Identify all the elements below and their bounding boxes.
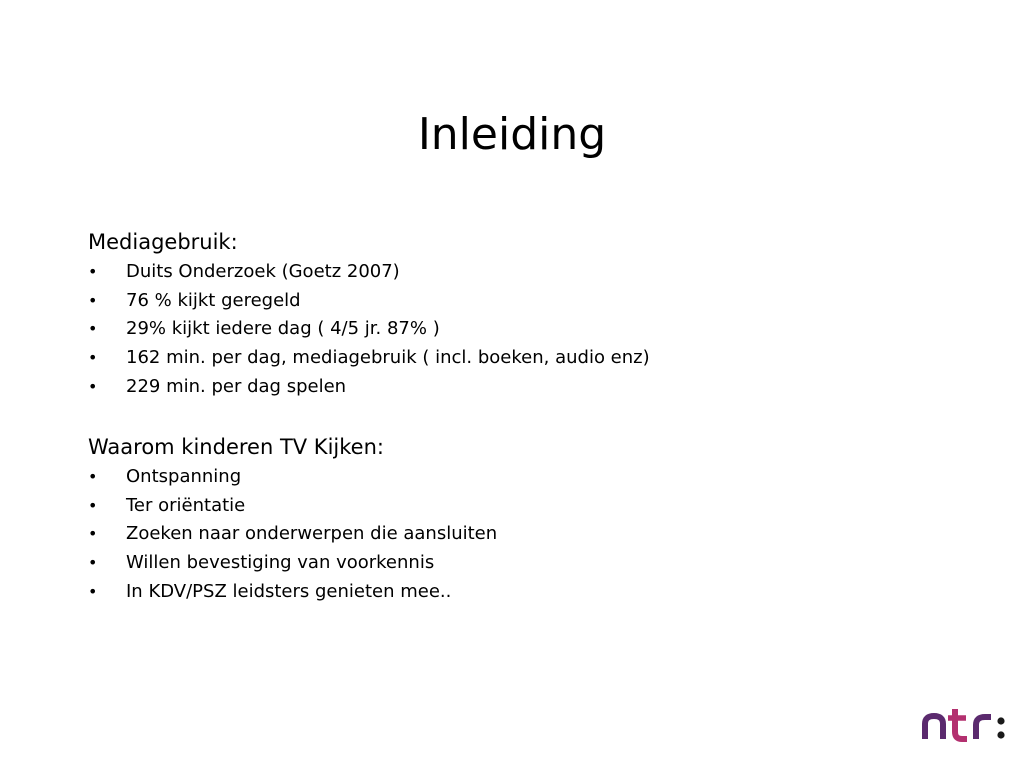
bullet-list: [88, 258, 948, 402]
list-item-text: Willen bevestiging van voorkennis: [126, 552, 435, 574]
list-item: [88, 492, 948, 521]
bullet-icon: •: [88, 467, 98, 486]
list-item: [88, 258, 948, 287]
bullet-icon: •: [88, 262, 98, 281]
ntr-logo: [920, 702, 1010, 748]
bullet-list: [88, 463, 948, 607]
list-item-text: Ontspanning: [126, 466, 242, 487]
list-item-text: In KDV/PSZ leidsters genieten mee..: [126, 580, 452, 602]
list-item: [88, 287, 948, 316]
bullet-icon: •: [88, 290, 98, 310]
list-item-text: Ter oriëntatie: [126, 494, 246, 516]
list-item-text: 76 % kijkt geregeld: [126, 289, 301, 311]
list-item: [88, 463, 948, 492]
section-waarom-tv-kijken: [88, 433, 948, 607]
list-item-text: 162 min. per dag, mediagebruik ( incl. boeken, audio enz): [126, 347, 650, 369]
list-item-text: 29% kijkt iedere dag ( 4/5 jr. 87% ): [126, 318, 440, 340]
bullet-icon: •: [88, 376, 98, 396]
list-item: [88, 578, 948, 607]
logo-colon-top: [997, 717, 1004, 724]
list-item: [88, 520, 948, 549]
bullet-icon: •: [88, 348, 98, 368]
logo-letter-n: [925, 716, 943, 739]
list-item: [88, 315, 948, 344]
list-item: [88, 373, 948, 402]
list-item: [88, 344, 948, 373]
logo-colon-bottom: [997, 731, 1004, 738]
list-item-text: 229 min. per dag spelen: [126, 375, 347, 397]
section-heading: Mediagebruik:: [88, 230, 238, 254]
list-item-text: Zoeken naar onderwerpen die aansluiten: [126, 523, 498, 545]
bullet-icon: •: [88, 495, 98, 515]
bullet-icon: •: [88, 524, 98, 544]
bullet-icon: •: [88, 553, 98, 573]
slide-title: Inleiding: [417, 109, 607, 160]
list-item: [88, 549, 948, 578]
list-item-text: Duits Onderzoek (Goetz 2007): [126, 261, 400, 282]
section-heading: Waarom kinderen TV Kijken:: [88, 435, 384, 459]
bullet-icon: •: [88, 581, 98, 601]
logo-letter-r: [976, 717, 991, 739]
bullet-icon: •: [88, 319, 98, 339]
logo-letter-t: [955, 709, 967, 739]
section-mediagebruik: [88, 228, 948, 402]
